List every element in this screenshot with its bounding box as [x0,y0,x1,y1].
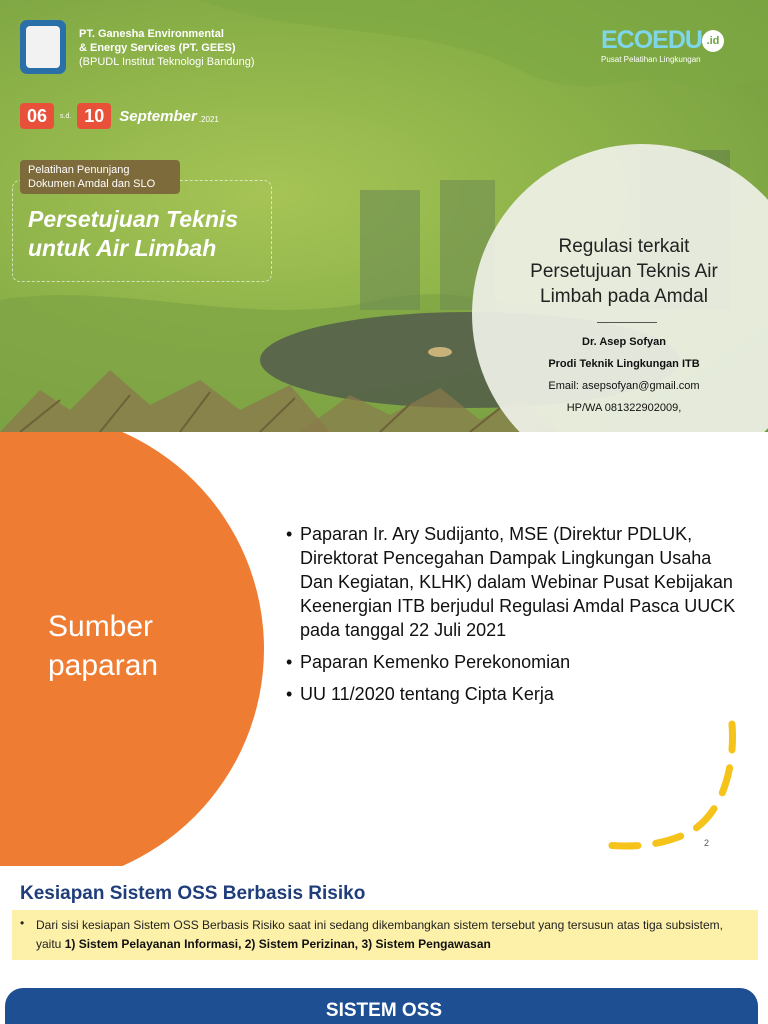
training-title [28,205,238,263]
training-title-line1: Persetujuan Teknis [28,206,239,232]
date-start: 06 [20,103,54,129]
organization-name [79,27,255,69]
slide-sources [0,432,768,866]
org-line2: & Energy Services (PT. GEES) [79,42,236,54]
speaker-email: Email: asepsofyan@gmail.com [548,380,700,392]
oss-banner-label: SISTEM OSS [325,1000,443,1021]
brand-subtitle: Pusat Pelatihan Lingkungan [601,55,701,64]
oss-description-text: Dari sisi kesiapan Sistem OSS Berbasis Risiko saat ini sedang dikembangkan sistem tersebut yang tersusun atas tiga subsistem, yaitu [36,918,723,951]
training-title-line2: untuk Air Limbah [28,235,217,261]
speaker-phone: HP/WA 081322902009, [566,402,682,414]
presentation-title-line3: Limbah pada Amdal [540,286,708,307]
slide-title [0,0,768,432]
oss-description [36,916,750,954]
oss-subsystems: 1) Sistem Pelayanan Informasi, 2) Sistem Perizinan, 3) Sistem Pengawasan [64,937,491,951]
sources-heading-line2: paparan [48,649,159,682]
org-line3: (BPUDL Institut Teknologi Bandung) [79,56,255,68]
event-date [20,103,219,129]
speaker-affiliation: Prodi Teknik Lingkungan ITB [548,358,700,370]
sources-heading-line1: Sumber [48,610,154,643]
brand-suffix: .id [702,30,724,52]
divider [597,322,657,323]
date-separator: s.d. [60,112,72,120]
presentation-title [492,234,756,309]
org-line1: PT. Ganesha Environmental [79,28,224,40]
decorative-dashes [0,432,768,866]
list-item: • Paparan Ir. Ary Sudijanto, MSE (Direktur PDLUK, Direktorat Pencegahan Dampak Lingkungan Usaha Dan Kegiatan, KLHK) dalam Webinar Pusat Kebijakan Keenergian ITB berjudul Regulasi Amdal Pasca UUCK pada tanggal 22 Juli 2021 [286,522,746,642]
list-item: • Paparan Kemenko Perekonomian [286,650,746,674]
presentation-title-line1: Regulasi terkait [558,236,690,257]
brand-name: ECOEDU [601,26,702,54]
training-tag: Pelatihan Penunjang Dokumen Amdal dan SLO [20,160,180,194]
slide-oss [0,866,768,1024]
date-end: 10 [77,103,111,129]
date-year: .2021 [198,114,219,124]
presentation-title-line2: Persetujuan Teknis Air [530,261,718,282]
page-number: 2 [704,838,710,848]
date-month: September [119,107,197,125]
speaker-info [492,331,756,419]
oss-section-title: Kesiapan Sistem OSS Berbasis Risiko [20,883,366,904]
speaker-name: Dr. Asep Sofyan [582,336,666,348]
bullet-dot: • [20,916,25,930]
gees-logo [20,20,66,74]
ecoedu-logo [601,26,724,55]
list-item: • UU 11/2020 tentang Cipta Kerja [286,682,746,706]
